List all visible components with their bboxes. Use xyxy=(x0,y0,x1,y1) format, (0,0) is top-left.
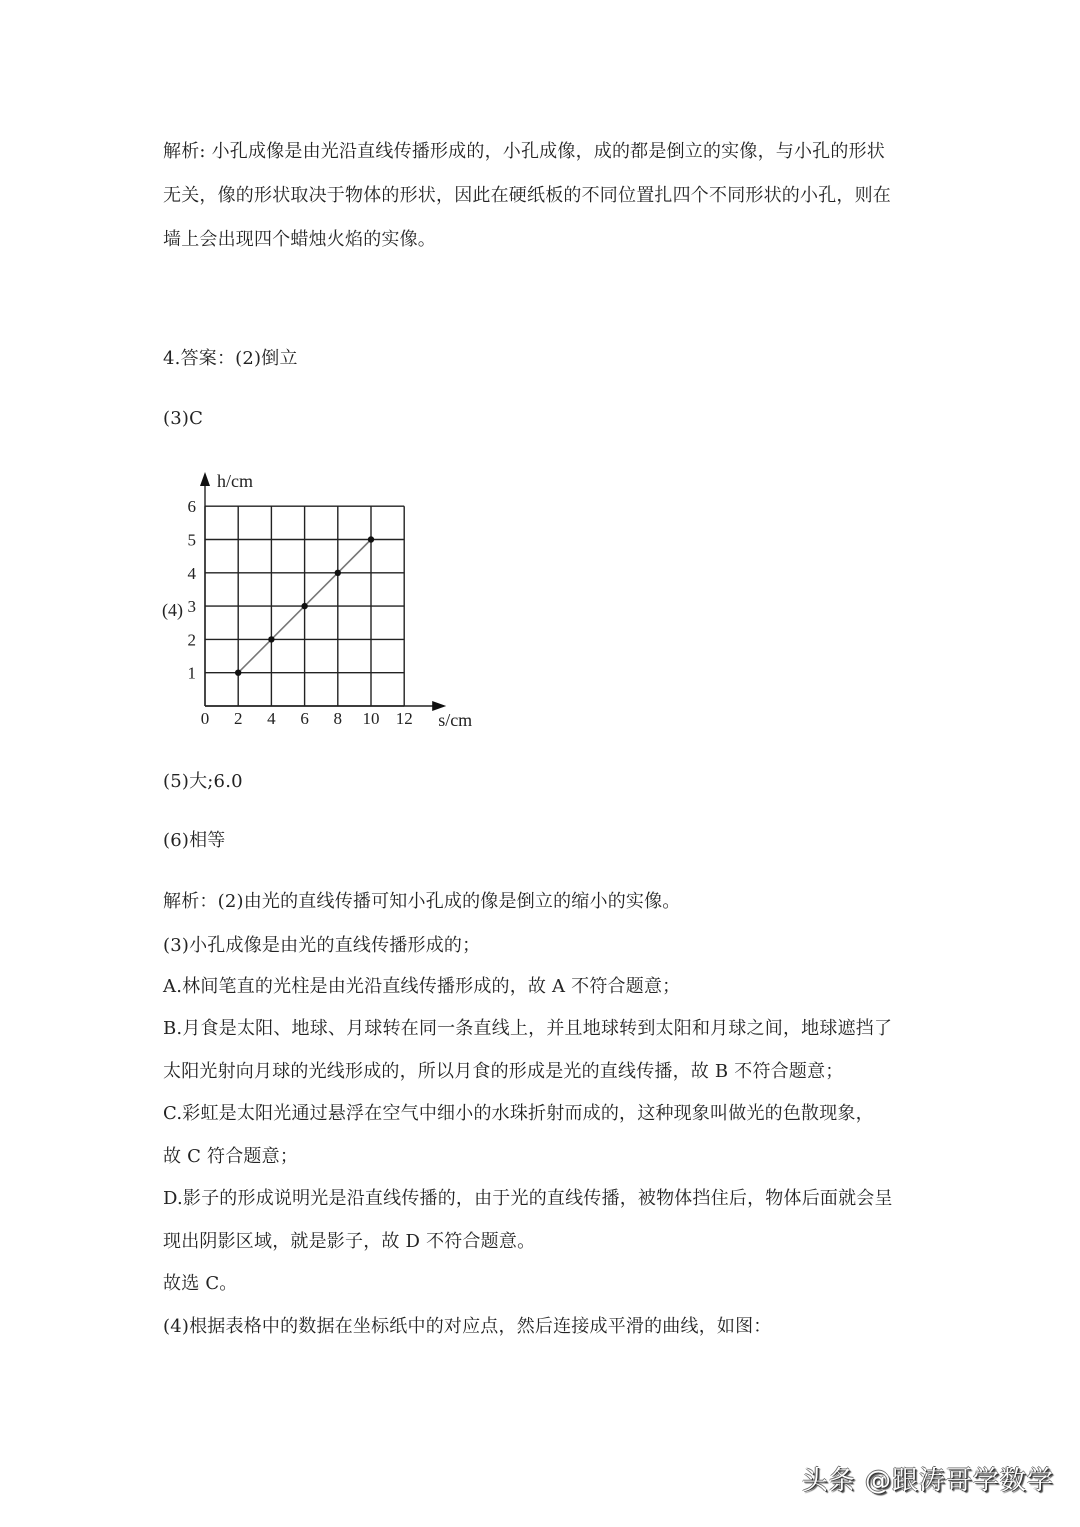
answer-4-part-4-label: (4) xyxy=(162,600,183,620)
analysis-4-option-c-2: 故 C 符合题意； xyxy=(163,1146,299,1167)
analysis-4-option-b-2: 太阳光射向月球的光线形成的，所以月食的形成是光的直线传播，故 B 不符合题意； xyxy=(163,1061,844,1082)
analysis-4-option-a: A.林间笔直的光柱是由光沿直线传播形成的，故 A 不符合题意； xyxy=(163,976,681,997)
analysis-4-part-4: (4)根据表格中的数据在坐标纸中的对应点，然后连接成平滑的曲线，如图： xyxy=(163,1316,772,1337)
answer-4-part-3: (3)C xyxy=(163,408,204,429)
data-point xyxy=(301,603,307,609)
analysis-4-option-d-1: D.影子的形成说明光是沿直线传播的，由于光的直线传播，被物体挡住后，物体后面就会呈 xyxy=(163,1188,893,1209)
y-tick-label: 5 xyxy=(187,530,196,550)
analysis-prev-line-3: 墙上会出现四个蜡烛火焰的实像。 xyxy=(163,229,436,250)
answer-4-header: 4.答案：(2)倒立 xyxy=(163,348,298,369)
analysis-4-line-1: 解析：(2)由光的直线传播可知小孔成的像是倒立的缩小的实像。 xyxy=(163,891,681,912)
x-tick-label: 0 xyxy=(200,709,210,728)
y-tick-label: 3 xyxy=(187,597,196,617)
analysis-4-option-d-2: 现出阴影区域，就是影子，故 D 不符合题意。 xyxy=(163,1231,536,1252)
y-tick-label: 1 xyxy=(187,663,196,683)
x-tick-label: 6 xyxy=(300,709,309,728)
h-s-graph xyxy=(160,460,490,740)
analysis-prev-line-2: 无关，像的形状取决于物体的形状，因此在硬纸板的不同位置扎四个不同形状的小孔，则在 xyxy=(163,185,891,206)
x-tick-label: 2 xyxy=(233,709,243,728)
analysis-4-conclusion: 故选 C。 xyxy=(163,1273,238,1294)
x-tick-label: 10 xyxy=(362,709,380,728)
answer-4-part-6: (6)相等 xyxy=(163,830,226,851)
x-tick-label: 4 xyxy=(267,709,276,728)
y-axis-arrow-icon xyxy=(200,472,210,486)
analysis-4-option-c-1: C.彩虹是太阳光通过悬浮在空气中细小的水珠折射而成的，这种现象叫做光的色散现象， xyxy=(163,1103,874,1124)
y-axis-label: h/cm xyxy=(217,471,253,491)
data-point xyxy=(368,536,374,542)
answer-4-part-5: (5)大;6.0 xyxy=(163,771,243,792)
data-point xyxy=(268,636,274,642)
x-axis-label: s/cm xyxy=(438,710,473,730)
line-chart xyxy=(160,460,490,740)
watermark: 头条 @跟涛哥学数学 xyxy=(801,1466,1054,1496)
analysis-4-option-b-1: B.月食是太阳、地球、月球转在同一条直线上，并且地球转到太阳和月球之间，地球遮挡了 xyxy=(163,1018,893,1039)
analysis-4-line-2: (3)小孔成像是由光的直线传播形成的； xyxy=(163,935,481,956)
y-tick-label: 4 xyxy=(187,563,196,583)
analysis-prev-line-1: 解析: 小孔成像是由光沿直线传播形成的，小孔成像，成的都是倒立的实像，与小孔的形状 xyxy=(163,141,885,162)
data-point xyxy=(335,570,341,576)
data-point xyxy=(235,670,241,676)
x-tick-label: 8 xyxy=(333,709,343,728)
x-tick-label: 12 xyxy=(395,709,413,728)
y-tick-label: 2 xyxy=(187,630,196,650)
y-tick-label: 6 xyxy=(187,497,196,517)
